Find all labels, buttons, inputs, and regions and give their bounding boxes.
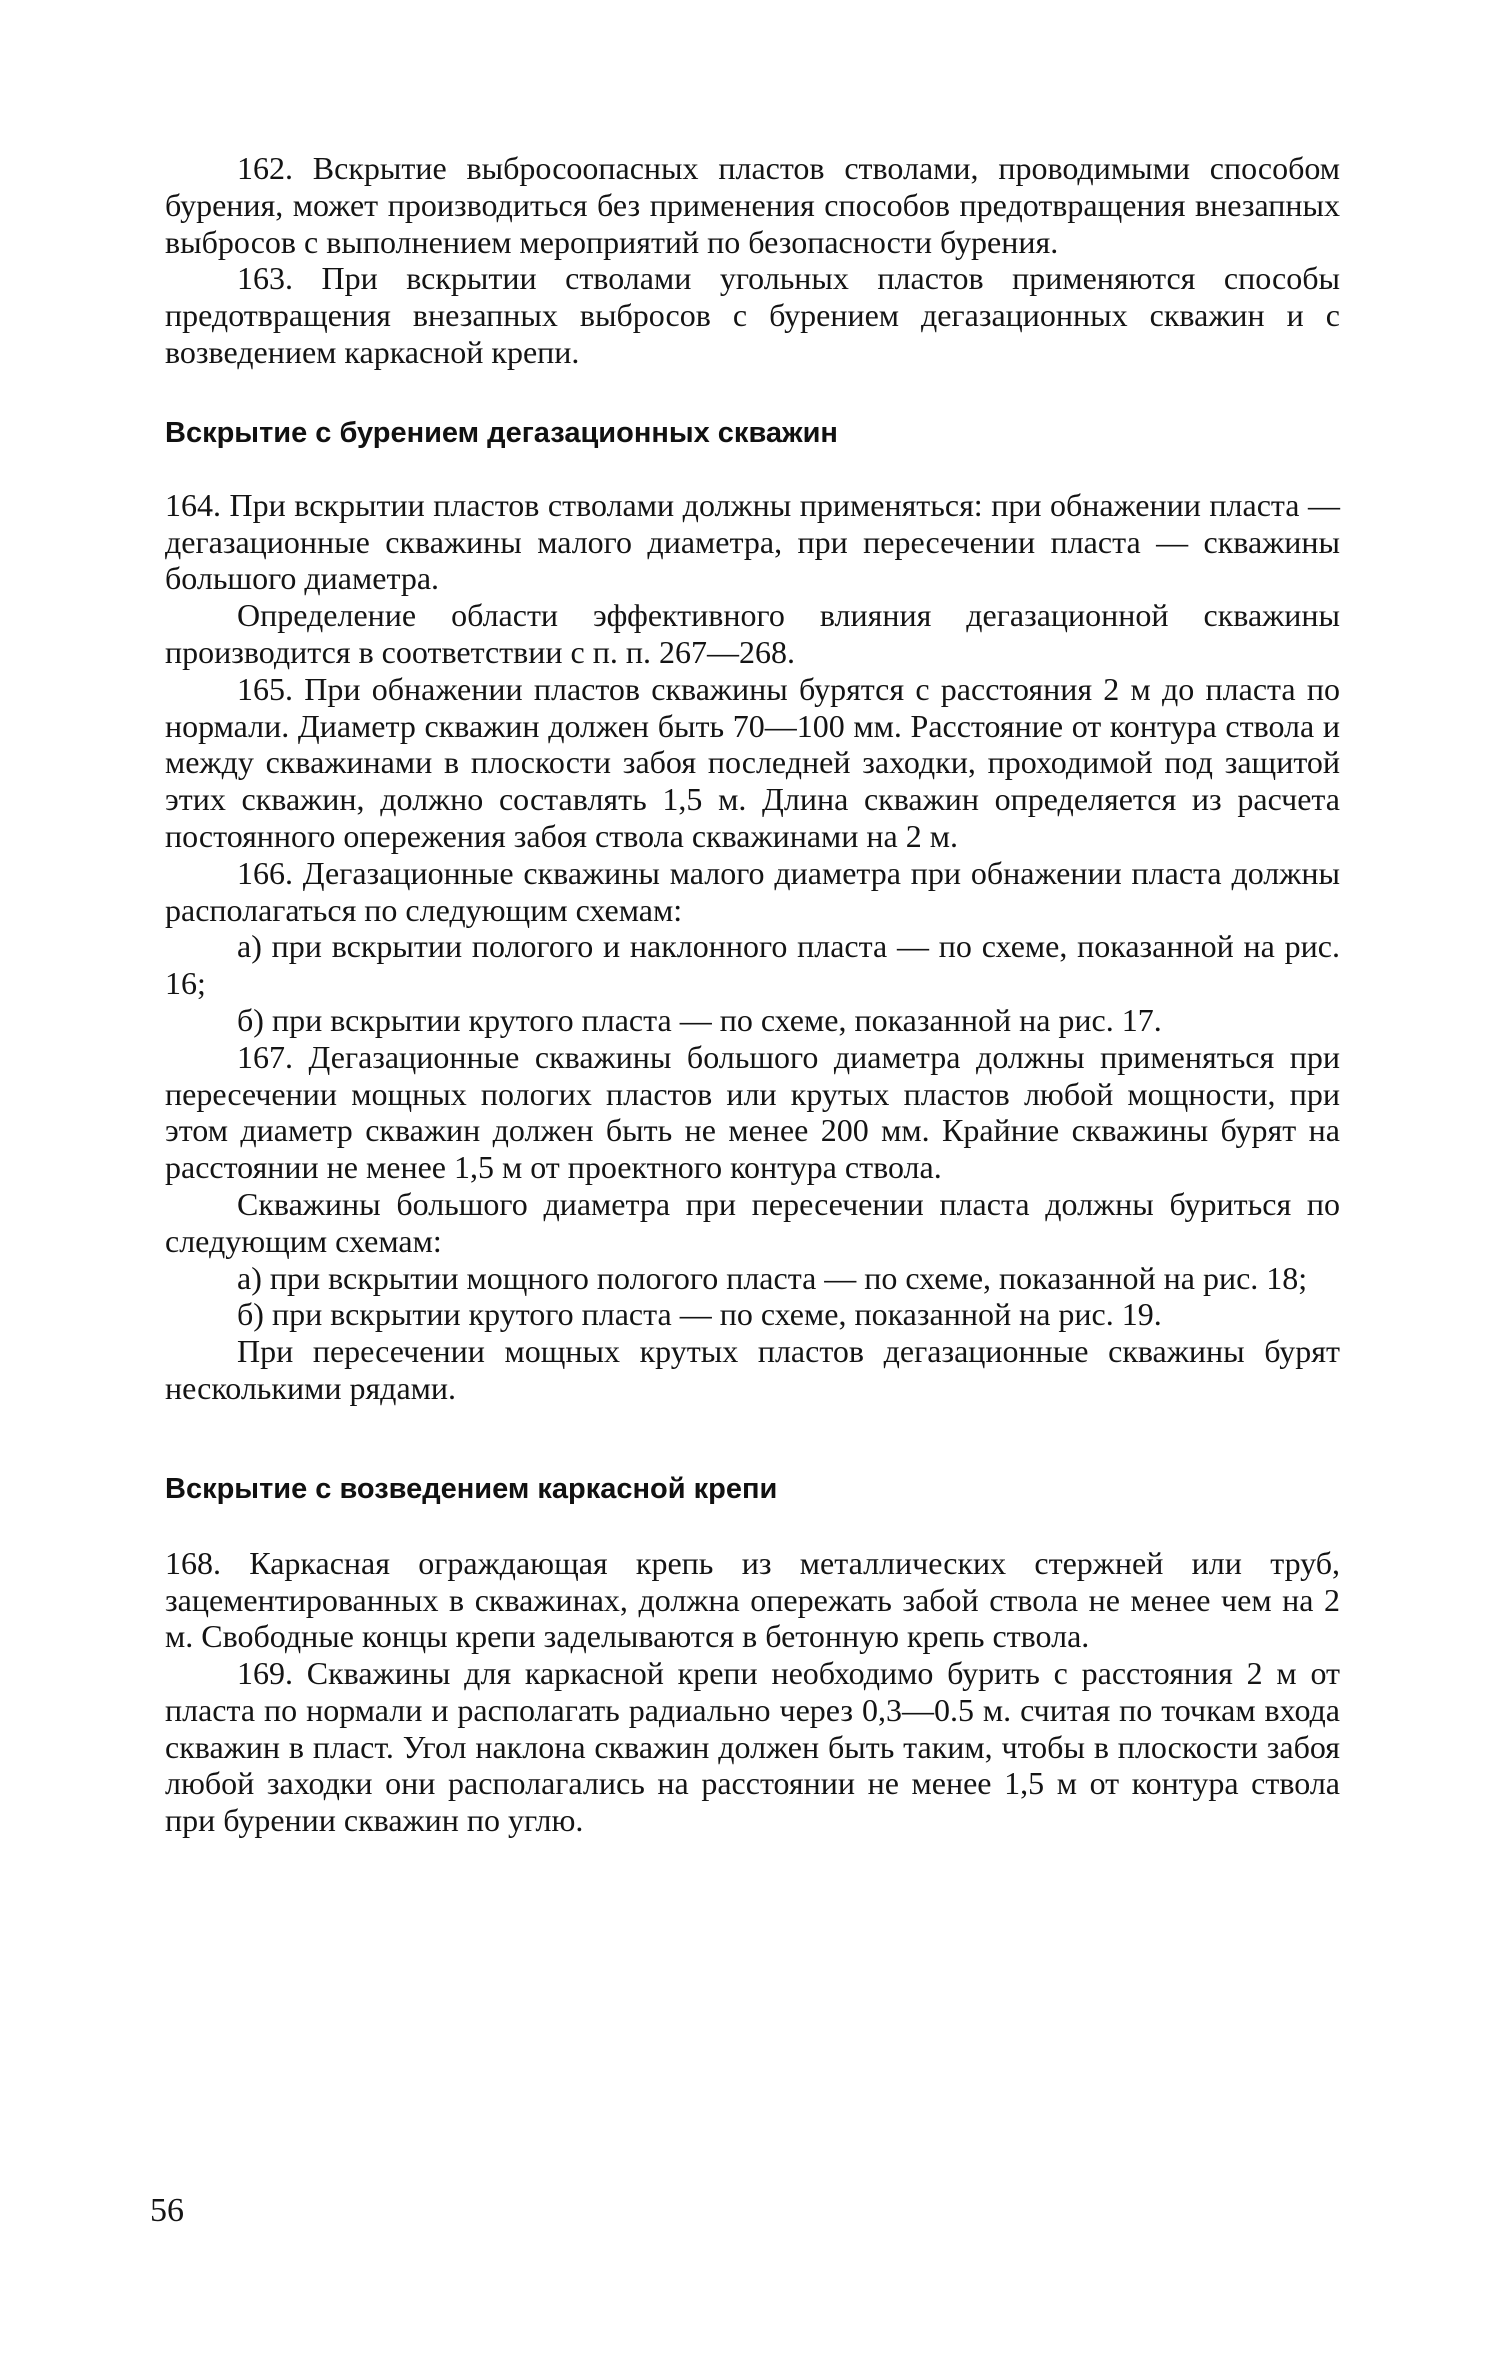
page-body	[165, 150, 1340, 1839]
section-heading-degassing-wells: Вскрытие с бурением дегазационных скважин	[165, 416, 838, 449]
paragraph-162: 162. Вскрытие выбросоопасных пластов стволами, проводимыми способом бурения, может производиться без применения способов предотвращения внезапных выбросов с выполнением мероприятий по безопасности бурения.	[165, 150, 1340, 260]
paragraph-169: 169. Скважины для каркасной крепи необходимо бурить с расстояния 2 м от пласта по нормали и располагать радиально через 0,3—0.5 м. считая по точкам входа скважин в пласт. Угол наклона скважин должен быть таким, чтобы в плоскости забоя любой заходки они располагались на расстоянии не менее 1,5 м от контура ствола при бурении скважин по углю.	[165, 1655, 1340, 1839]
paragraph-164-definition: Определение области эффективного влияния дегазационной скважины производится в соответствии с п. п. 267—268.	[165, 597, 1340, 670]
paragraph-167-item-a: а) при вскрытии мощного пологого пласта — по схеме, показанной на рис. 18;	[237, 1259, 1308, 1296]
paragraph-167-rows: При пересечении мощных крутых пластов дегазационные скважины бурят несколькими рядами.	[165, 1333, 1340, 1406]
paragraph-167-schemes: Скважины большого диаметра при пересечении пласта должны буриться по следующим схемам:	[165, 1185, 1340, 1259]
paragraph-168: 168. Каркасная ограждающая крепь из металлических стержней или труб, зацементированных в скважинах, должна опережать забой ствола не менее чем на 2 м. Свободные концы крепи заделываются в бетонную крепь ствола.	[165, 1544, 1340, 1655]
paragraph-163: 163. При вскрытии стволами угольных пластов применяются способы предотвращения внезапных выбросов с бурением дегазационных скважин и с возведением каркасной крепи.	[165, 260, 1340, 370]
paragraph-167: 167. Дегазационные скважины большого диаметра должны применяться при пересечении мощных пологих пластов или крутых пластов любой мощности, при этом диаметр скважин должен быть не менее 200 мм. Крайние скважины бурят на расстоянии не менее 1,5 м от проектного контура ствола.	[165, 1038, 1340, 1186]
page-number: 56	[150, 2192, 184, 2229]
paragraph-167-item-b: б) при вскрытии крутого пласта — по схеме, показанной на рис. 19.	[237, 1296, 1162, 1333]
paragraph-165: 165. При обнажении пластов скважины бурятся с расстояния 2 м до пласта по нормали. Диаметр скважин должен быть 70—100 мм. Расстояние от контура ствола и между скважинами в плоскости забоя последней заходки, проходимой под защитой этих скважин, должно составлять 1,5 м. Длина скважин определяется из расчета постоянного опережения забоя ствола скважинами на 2 м.	[165, 670, 1340, 854]
section-heading-frame-support: Вскрытие с возведением каркасной крепи	[165, 1472, 778, 1505]
paragraph-166-item-a: а) при вскрытии пологого и наклонного пласта — по схеме, показанной на рис. 16;	[165, 928, 1340, 1002]
paragraph-166: 166. Дегазационные скважины малого диаметра при обнажении пласта должны располагаться по следующим схемам:	[165, 854, 1340, 928]
paragraph-164: 164. При вскрытии пластов стволами должны применяться: при обнажении пласта — дегазационные скважины малого диаметра, при пересечении пласта — скважины большого диаметра.	[165, 486, 1340, 597]
paragraph-166-item-b: б) при вскрытии крутого пласта — по схеме, показанной на рис. 17.	[237, 1001, 1162, 1038]
